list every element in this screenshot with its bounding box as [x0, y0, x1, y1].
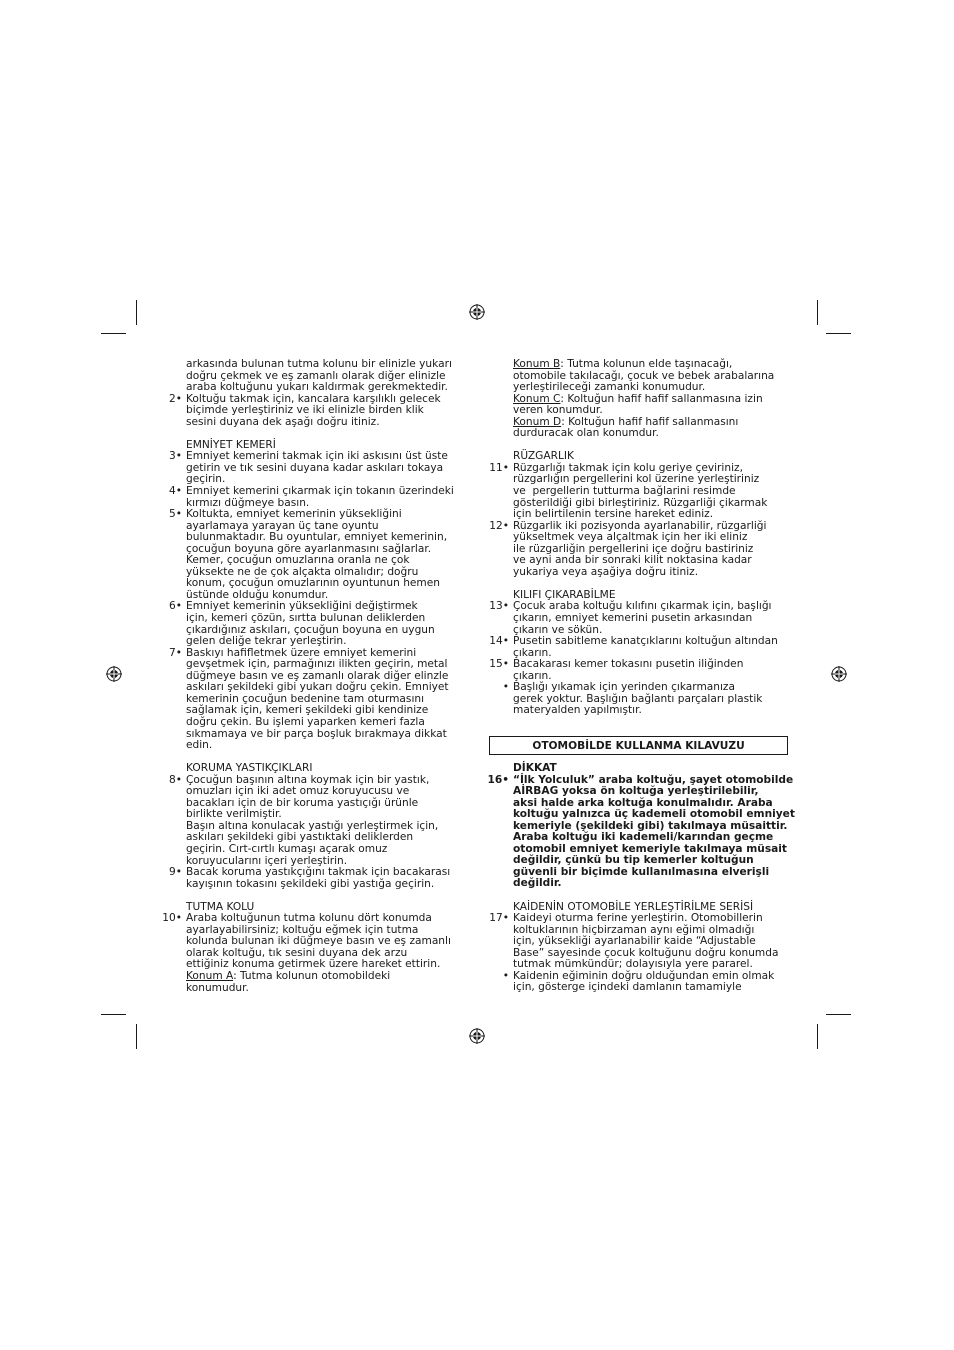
list-item: [169, 646, 471, 752]
text-line: çıkardığınız askıları, çocuğun boyuna en uygun: [186, 623, 435, 636]
text-line: Emniyet kemerini çıkarmak için tokanın üzerindeki: [186, 485, 454, 498]
konum-d-text: durduracak olan konumdur.: [513, 427, 659, 440]
text-line: ve pergellerin tutturma bağlarini resimde: [513, 485, 736, 498]
konum-b-paragraph: [513, 359, 798, 394]
text-line: Araba koltuğu iki kademeli/karından geçme: [513, 831, 774, 844]
item-number: 2•: [169, 392, 182, 405]
text-line: güvenli bir biçimde kullanılmasına elverişli: [513, 865, 770, 878]
text-line: üstünde olduğu konumdur.: [186, 588, 329, 601]
item-number: 6•: [169, 600, 182, 613]
boxed-section-heading: OTOMOBİLDE KULLANMA KILAVUZU: [489, 736, 788, 755]
list-item: [169, 392, 471, 429]
text-line: gösterildiği gibi birleştiriniz. Rüzgarliği çikarmak: [513, 496, 768, 509]
crop-mark: [826, 1014, 851, 1015]
text-line: değildir.: [513, 877, 562, 890]
text-line: sağlamak için, kemeri şekildeki gibi kendinize: [186, 704, 429, 717]
crosshair-circle-icon: [469, 1028, 485, 1044]
text-line: otomobil emniyet kemeriyle takılmaya müsait: [513, 842, 787, 855]
text-line: getirin ve tık sesini duyana kadar askıları tokaya: [186, 461, 444, 474]
text-line: çıkarın.: [513, 669, 552, 682]
crop-mark: [817, 1024, 818, 1049]
item-number: 10•: [162, 912, 182, 925]
text-line: için, gösterge içindeki damlanın tamamiyle: [513, 981, 742, 994]
text-line: Çocuğun başının altına koymak için bir yastık,: [186, 773, 430, 786]
text-line: bulunmaktadır. Bu oyuntular, emniyet kemerinin,: [186, 531, 448, 544]
text-line: aksi halde arka koltuğa konulmalıdır. Araba: [513, 796, 773, 809]
text-line: birlikte verilmiştir.: [186, 808, 282, 821]
text-line: ayarlamaya yarayan üç tane oyuntu: [186, 519, 379, 532]
text-line: Koltuğu takmak için, kancalara karşılıklı gelecek: [186, 392, 441, 405]
text-line: materyalden yapılmıştır.: [513, 704, 642, 717]
text-line: sıkmamaya ve bir parça boşluk bırakmaya dikkat: [186, 727, 447, 740]
section-heading: RÜZGARLIK: [513, 450, 574, 463]
text-line: çocuğun boyuna göre ayarlanmasını sağlarlar.: [186, 542, 432, 555]
text-line: ayarlayabilirsiniz; koltuğu eğmek için tutma: [186, 923, 419, 936]
konum-d-label: Konum D: [513, 415, 562, 428]
crop-mark: [136, 1024, 137, 1049]
text-line: tutmak mümkündür; dolayısıyla yere pararel.: [513, 958, 753, 971]
text-line: Kaidenin eğiminin doğru olduğundan emin olmak: [513, 969, 775, 982]
text-line: Emniyet kemerinin yüksekliğini değiştirmek: [186, 600, 418, 613]
konum-b-text: yerleştirileceği zamanki konumudur.: [513, 381, 706, 394]
item-number: 11•: [489, 461, 509, 474]
section-heading: KAİDENİN OTOMOBİLE YERLEŞTİRİLME SERİSİ: [513, 900, 754, 913]
text-line: için, yüksekliği ayarlanabilir kaide “Adjustable: [513, 935, 756, 948]
text-line: için, kemeri çözün, sırtta bulunan deliklerden: [186, 612, 426, 625]
text-line: değildir, çünkü bu tip kemerler koltuğun: [513, 854, 754, 867]
list-item: [169, 450, 471, 486]
item-number: 17•: [489, 912, 509, 925]
text-line: Çocuk araba koltuğu kılıfını çıkarmak için, başlığı: [513, 600, 772, 613]
item-number: •: [502, 969, 509, 982]
text-line: ve ayni anda bir sonraki kilit noktasina kadar: [513, 554, 752, 567]
konum-a-paragraph: [186, 971, 471, 994]
list-item: [489, 635, 798, 659]
item-number: 5•: [169, 508, 182, 521]
text-line: konum, çocuğun omuzlarının oyuntunun hemen: [186, 577, 440, 590]
text-line: Bacak koruma yastıkçığını takmak için bacakarası: [186, 866, 451, 879]
list-item: [169, 508, 471, 601]
text-line: Koltukta, emniyet kemerinin yüksekliğini: [186, 508, 402, 521]
list-item: [489, 519, 798, 579]
text-line: doğru çekin. Bu işlemi yaparken kemeri fazla: [186, 715, 425, 728]
text-line: kolunda bulunan iki düğmeye basın ve eş zamanlı: [186, 935, 451, 948]
section-heading: EMNİYET KEMERİ: [186, 438, 276, 451]
text-line: Kaideyi oturma ferine yerleştirin. Otomobillerin: [513, 912, 763, 925]
item-number: 8•: [169, 773, 182, 786]
list-item: [169, 866, 471, 890]
list-item: [502, 969, 798, 994]
text-line: doğru çekmek ve eş zamanlı olarak diğer elinizle: [186, 369, 446, 382]
text-line: rüzgarlığın pergellerini kol üzerine yerleştiriniz: [513, 473, 760, 486]
text-line: arkasında bulunan tutma kolunu bir elinizle yukarı: [186, 358, 452, 370]
konum-a-text: konumudur.: [186, 981, 249, 994]
konum-a-label: Konum A: [186, 969, 234, 982]
left-column: [162, 358, 471, 994]
text-line: gevşetmek için, parmağınızı ilikten geçirin, metal: [186, 658, 448, 671]
text-line: çıkarın ve sökün.: [513, 623, 603, 636]
crop-mark: [101, 333, 126, 334]
konum-c-paragraph: [513, 394, 798, 417]
list-item: [489, 658, 798, 682]
text-line: ettiğiniz konuma getirmek üzere hareket ettirin.: [186, 958, 441, 971]
list-item: [489, 461, 798, 521]
item-number: 16•: [487, 773, 509, 786]
text-line: yükseltmek veya alçaltmak için her iki eliniz: [513, 531, 748, 544]
text-line: olarak koltuğu, tık sesini duyana dek arzu: [186, 946, 408, 959]
text-line: Başlığı yıkamak için yerinden çıkarmanıza: [513, 681, 735, 694]
konum-b-text: : Tutma kolunun elde taşınacağı,: [560, 358, 733, 370]
text-line: Rüzgarlik iki pozisyonda ayarlanabilir, rüzgarliği: [513, 519, 767, 532]
text-line: çıkarın, emniyet kemerini pusetin arkasından: [513, 612, 753, 625]
text-line: için belirtilenin tersine hareket ediniz.: [513, 508, 714, 521]
intro-paragraph: [186, 359, 471, 394]
item-number: 3•: [169, 450, 182, 463]
text-line: askıları şekildeki gibi yukarı doğru çekin. Emniyet: [186, 681, 449, 694]
text-line: geçirin.: [186, 473, 226, 486]
right-column: [489, 358, 798, 717]
list-item: [502, 681, 798, 717]
item-number: 13•: [489, 600, 509, 613]
konum-d-paragraph: [513, 417, 798, 440]
text-line: geçirin. Cırt-cırtlı kumaşı açarak omuz: [186, 842, 388, 855]
text-line: yüksekte ne de çok alçakta olmalıdır; doğru: [186, 565, 419, 578]
item-number: 9•: [169, 866, 182, 879]
item-number: 7•: [169, 646, 182, 659]
text-line: çıkarın.: [513, 646, 552, 659]
text-line: AİRBAG yoksa ön koltuğa yerleştirilebilir,: [513, 785, 759, 798]
konum-a-text: : Tutma kolunun otomobildeki: [233, 969, 391, 982]
text-line: bacakları için de bir koruma yastıçığı ürünle: [186, 796, 419, 809]
list-item: [169, 485, 471, 509]
text-line: Pusetin sabitleme kanatçıklarını koltuğun altından: [513, 635, 778, 648]
text-line: Base” sayesinde çocuk koltuğunu doğru konumda: [513, 946, 779, 959]
item-number: 15•: [489, 658, 509, 671]
text-line: sesini duyana dek aşağı doğru itiniz.: [186, 415, 380, 428]
item-number: 14•: [489, 635, 509, 648]
item-number: 12•: [489, 519, 509, 532]
list-item: [489, 600, 798, 636]
list-item: [169, 600, 471, 648]
section-heading: TUTMA KOLU: [186, 900, 255, 913]
item-number: •: [502, 681, 509, 694]
list-item: [487, 773, 798, 890]
list-item: [169, 773, 471, 867]
text-line: askıları şekildeki gibi yastıktaki deliklerden: [186, 831, 414, 844]
text-line: edin.: [186, 739, 213, 752]
section-heading: KORUMA YASTIKÇIKLARI: [186, 762, 313, 775]
konum-b-label: Konum B: [513, 358, 561, 370]
text-line: ile rüzgarliğin pergellerini içe doğru bastiriniz: [513, 542, 754, 555]
crosshair-circle-icon: [469, 304, 485, 320]
right-column-lower: [487, 762, 798, 994]
text-line: kırmızı düğmeye basın.: [186, 496, 310, 509]
konum-c-label: Konum C: [513, 392, 561, 405]
text-line: Emniyet kemerini takmak için iki askısını üst üste: [186, 450, 448, 463]
text-line: gelen deliğe tekrar yerleştirin.: [186, 635, 347, 648]
text-line: kayışının tokasını şekildeki gibi yastığa geçirin.: [186, 877, 435, 890]
list-item: [489, 912, 798, 971]
konum-b-text: otomobile takılacağı, çocuk ve bebek arabalarına: [513, 369, 775, 382]
text-line: kemeriyle (şekildeki gibi) takılmaya müsaittir.: [513, 819, 788, 832]
text-line: Baskıyı hafifletmek üzere emniyet kemerini: [186, 646, 417, 659]
text-line: koltuklarının hiçbirzaman aynı eğimi olmadığı: [513, 923, 755, 936]
section-heading: KILIFI ÇIKARABİLME: [513, 588, 616, 601]
text-line: omuzları için iki adet omuz koruyucusu ve: [186, 785, 410, 798]
text-line: yukariya veya aşağiya doğru itiniz.: [513, 565, 699, 578]
crosshair-circle-icon: [106, 666, 122, 682]
text-line: koltuğu yalnızca üç kademeli otomobil emniyet: [513, 808, 795, 821]
text-line: Rüzgarlığı takmak için kolu geriye çeviriniz,: [513, 461, 743, 474]
text-line: Kemer, çocuğun omuzlarına oranla ne çok: [186, 554, 410, 567]
text-line: kemerinin çocuğun bedenine tam oturmasını: [186, 692, 425, 705]
list-item: [162, 912, 471, 971]
text-line: “İlk Yolculuk” araba koltuğu, şayet otomobilde: [513, 773, 794, 786]
konum-c-text: veren konumdur.: [513, 404, 603, 417]
crop-mark: [101, 1014, 126, 1015]
konum-d-text: : Koltuğun hafif hafif sallanmasını: [561, 415, 739, 428]
text-line: Başın altına konulacak yastığı yerleştirmek için,: [186, 819, 439, 832]
crop-mark: [817, 300, 818, 325]
crop-mark: [826, 333, 851, 334]
caution-heading: DİKKAT: [513, 762, 557, 774]
text-line: koruyucularını içeri yerleştirin.: [186, 854, 348, 867]
text-line: düğmeye basın ve eş zamanlı olarak diğer elinzle: [186, 669, 449, 682]
text-line: Bacakarası kemer tokasını pusetin iliğinden: [513, 658, 744, 671]
item-number: 4•: [169, 485, 182, 498]
text-line: biçimde yerleştiriniz ve iki elinizle birden klik: [186, 404, 424, 417]
text-line: Araba koltuğunun tutma kolunu dört konumda: [186, 912, 432, 925]
text-line: araba koltuğunu yukarı kaldırmak gerekmektedir.: [186, 381, 448, 394]
konum-c-text: : Koltuğun hafif hafif sallanmasına izin: [560, 392, 763, 405]
text-line: gerek yoktur. Başlığın bağlantı parçaları plastik: [513, 692, 763, 705]
crop-mark: [136, 300, 137, 325]
crosshair-circle-icon: [831, 666, 847, 682]
